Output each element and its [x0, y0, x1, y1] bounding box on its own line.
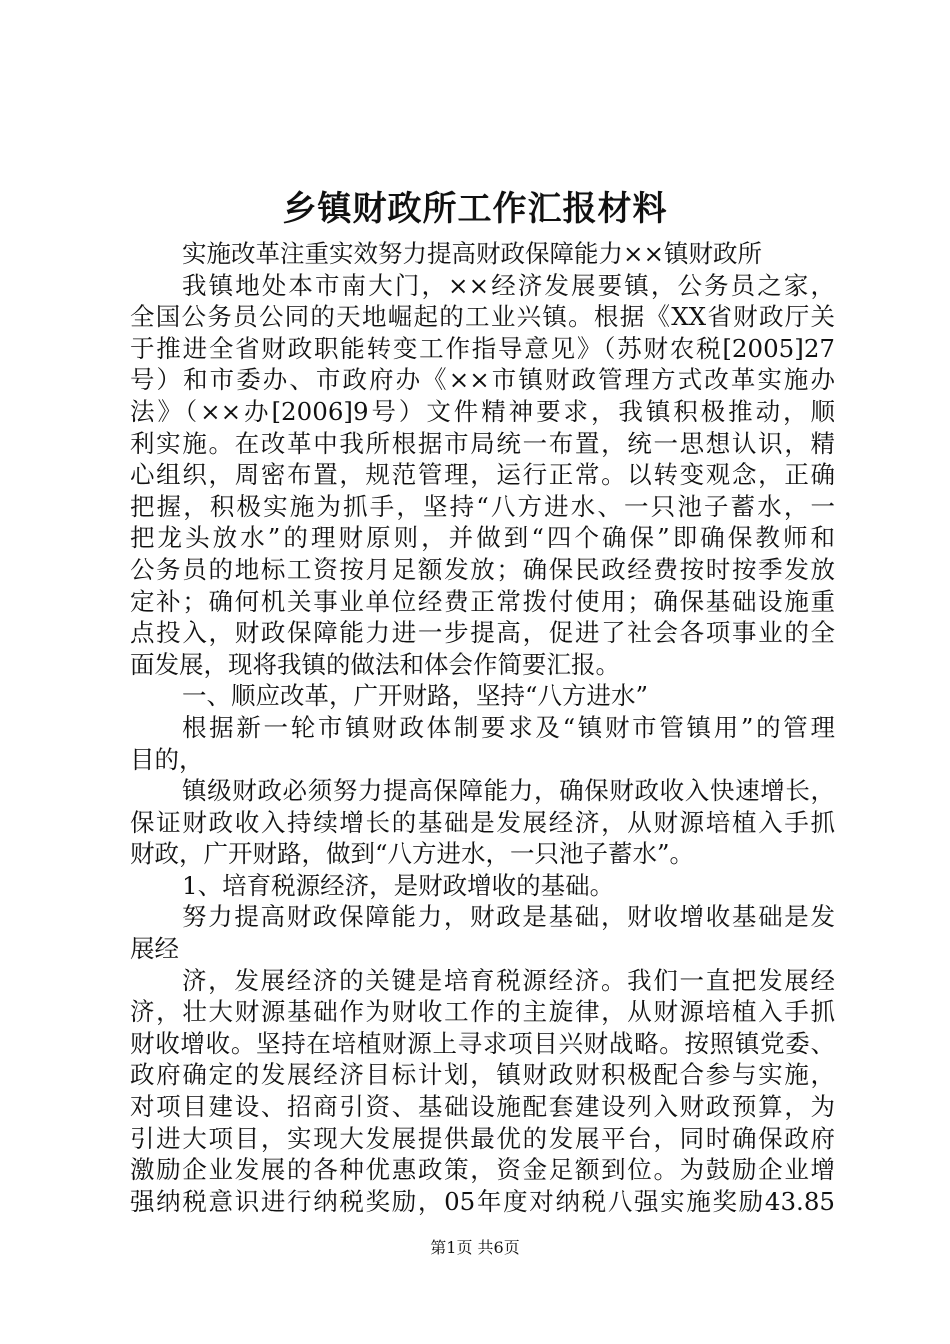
paragraph-line: 政府确定的发展经济目标计划，镇财政财积极配合参与实施， [130, 1060, 835, 1090]
paragraph-line: 公务员的地标工资按月足额发放；确保民政经费按时按季发放 [130, 554, 835, 584]
paragraph-line: 全国公务员公同的天地崛起的工业兴镇。根据《XX省财政厅关 [130, 302, 835, 332]
document-title: 乡镇财政所工作汇报材料 [282, 189, 668, 229]
paragraph-line: 努力提高财政保障能力，财政是基础，财收增收基础是发 [182, 902, 835, 932]
paragraph-line: 面发展，现将我镇的做法和体会作简要汇报。 [130, 649, 620, 679]
paragraph-line: 目的， [130, 744, 204, 774]
paragraph-line: 利实施。在改革中我所根据市局统一布置，统一思想认识，精 [130, 428, 835, 458]
paragraph-line: 对项目建设、招商引资、基础设施配套建设列入财政预算，为 [130, 1092, 835, 1122]
page-number-footer: 第1页 共6页 [430, 1238, 520, 1257]
paragraph-line: 财政，广开财路，做到“八方进水，一只池子蓄水”。 [130, 839, 695, 869]
paragraph-line: 展经 [130, 934, 179, 964]
subsection-heading: 1、培育税源经济，是财政增收的基础。 [182, 870, 615, 900]
paragraph-line: 把龙头放水”的理财原则，并做到“四个确保”即确保教师和 [130, 523, 835, 553]
paragraph-line: 济，壮大财源基础作为财收工作的主旋律，从财源培植入手抓 [130, 997, 835, 1027]
paragraph-line: 把握，积极实施为抓手，坚持“八方进水、一只池子蓄水，一 [130, 491, 835, 521]
paragraph-line: 保证财政收入持续增长的基础是发展经济，从财源培植入手抓 [130, 807, 835, 837]
paragraph-line: 引进大项目，实现大发展提供最优的发展平台，同时确保政府 [130, 1123, 835, 1153]
paragraph-line: 激励企业发展的各种优惠政策，资金足额到位。为鼓励企业增 [130, 1155, 835, 1185]
paragraph-line: 法》（××办[2006]9号）文件精神要求，我镇积极推动，顺 [130, 396, 835, 426]
document-body [130, 238, 835, 1217]
paragraph-line: 根据新一轮市镇财政体制要求及“镇财市管镇用”的管理 [182, 712, 835, 742]
paragraph-line: 我镇地处本市南大门，××经济发展要镇，公务员之家， [182, 270, 835, 300]
section-heading: 一、顺应改革，广开财路，坚持“八方进水” [182, 681, 649, 711]
subtitle-line: 实施改革注重实效努力提高财政保障能力××镇财政所 [182, 239, 763, 268]
paragraph-line: 点投入，财政保障能力进一步提高，促进了社会各项事业的全 [130, 618, 835, 648]
paragraph-line: 财收增收。坚持在培植财源上寻求项目兴财战略。按照镇党委、 [130, 1028, 835, 1058]
paragraph-line: 于推进全省财政职能转变工作指导意见》（苏财农税[2005]27 [130, 333, 835, 363]
paragraph-line: 号）和市委办、市政府办《××市镇财政管理方式改革实施办 [130, 365, 835, 395]
paragraph-line: 心组织，周密布置，规范管理，运行正常。以转变观念，正确 [130, 460, 835, 490]
paragraph-line: 镇级财政必须努力提高保障能力，确保财政收入快速增长， [182, 776, 835, 806]
paragraph-line: 定补；确何机关事业单位经费正常拨付使用；确保基础设施重 [130, 586, 835, 616]
paragraph-line: 强纳税意识进行纳税奖励，05年度对纳税八强实施奖励43.85 [130, 1186, 835, 1216]
paragraph-line: 济，发展经济的关键是培育税源经济。我们一直把发展经 [182, 965, 835, 995]
